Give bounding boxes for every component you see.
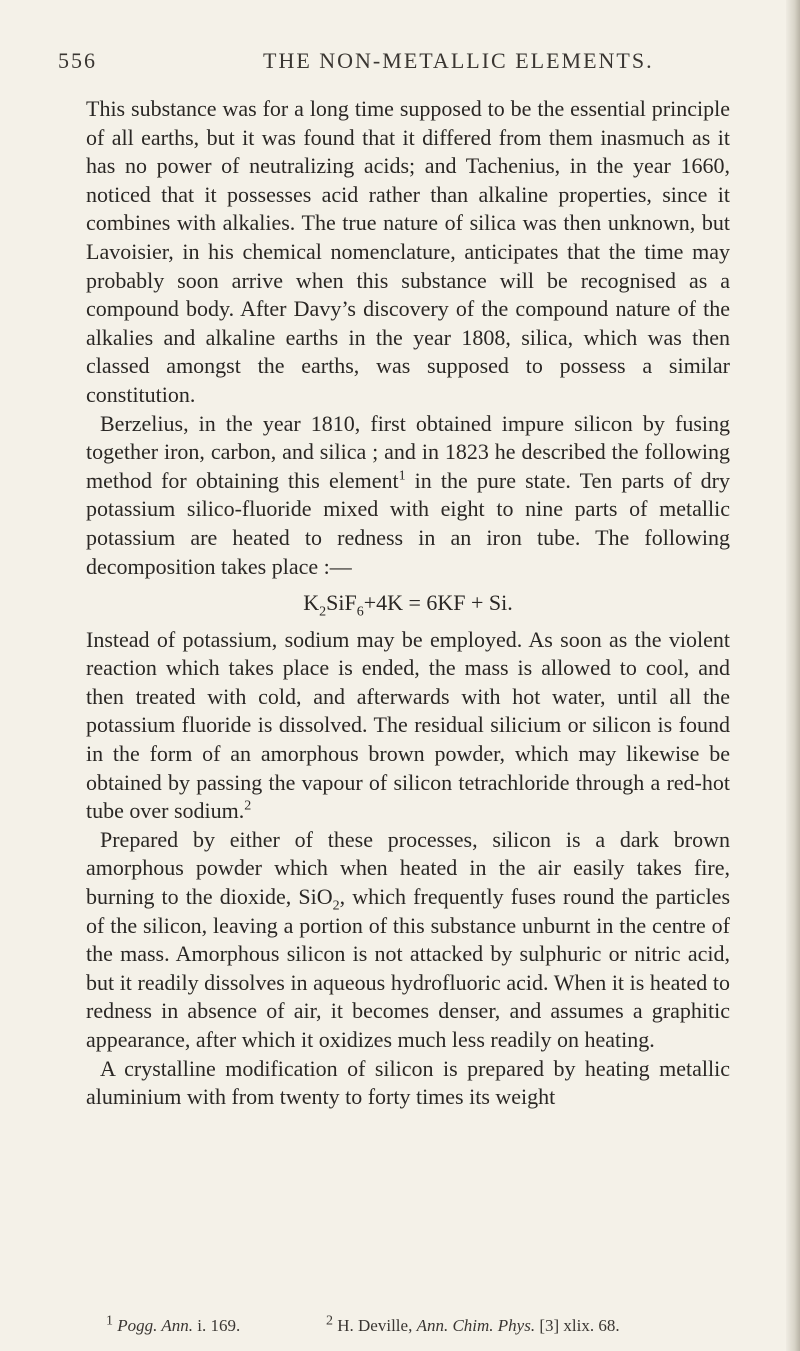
page-edge-shadow [786,0,800,1351]
footnote-ref-1: 1 [398,468,406,484]
footnote-1: $^1$ Pogg. Ann. i. 169. [106,1313,241,1335]
paragraph-5: A crystalline modification of silicon is prepared by heating metallic aluminium with from twenty to forty times its weight [86,1055,730,1110]
paragraph-3: Instead of potassium, sodium may be employed. As soon as the violent reaction which takes place is ended, the mass is allowed to cool, and then treated with cold, and afterwards with hot water, until all the potassium fluoride is dissolved. The residual silicium or silicon is found in the form of an amorphous brown powder, which may likewise be obtained by passing the vapour of silicon tetrachloride through a red-hot tube over sodium.$^2$ [86,626,730,824]
body-text [86,95,730,1112]
paragraph-2: Berzelius, in the year 1810, first obtained impure silicon by fusing together iron, carbon, and silica ; and in 1823 he described the following method for obtaining this element$^1$ in the pure state. Ten parts of dry potassium silico-fluoride mixed with eight to nine parts of metallic potassium are heated to redness in an iron tube. The following decomposition takes place :— [86,410,730,579]
footnote-2: $^2$ H. Deville, Ann. Chim. Phys. [3] xlix. 68. [326,1313,620,1335]
running-title: THE NON-METALLIC ELEMENTS. [263,48,654,73]
footnote-ref-2: 2 [244,798,252,814]
paragraph-1: This substance was for a long time supposed to be the essential principle of all earths, but it was found that it differed from them inasmuch as it has no power of neutralizing acids; and Tachenius, in the year 1660, noticed that it possesses acid rather than alkaline properties, since it combines with alkalies. The true nature of silica was then unknown, but Lavoisier, in his chemical nomenclature, anticipates that the time may probably soon arrive when this substance will be recognised as a compound body. After Davy’s discovery of the compound nature of the alkalies and alkaline earths in the year 1808, silica, which was then classed amongst the earths, was supposed to possess a similar constitution. [86,96,730,407]
paragraph-4: Prepared by either of these processes, silicon is a dark brown amorphous powder which when heated in the air easily takes fire, burning to the dioxide, SiO$_2$, which frequently fuses round the particles of the silicon, leaving a portion of this substance unburnt in the centre of the mass. Amorphous silicon is not attacked by sulphuric or nitric acid, but it readily dissolves in aqueous hydrofluoric acid. When it is heated to redness in absence of air, it becomes denser, and assumes a graphitic appearance, after which it oxidizes much less readily on heating. [86,826,731,1052]
chemical-equation: $K_2SiF_6+4K = 6KF + Si$. [303,590,513,620]
page-number: 556 [58,48,97,73]
